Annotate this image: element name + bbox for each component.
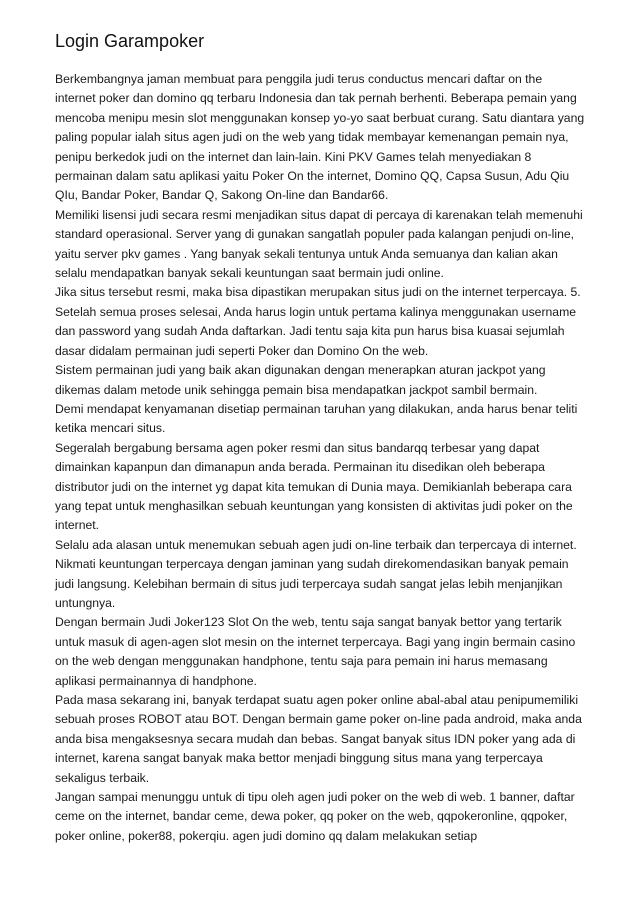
paragraph-7: Selalu ada alasan untuk menemukan sebuah agen judi on-line terbaik dan terpercaya di internet. Nikmati keuntungan terpercaya dengan jaminan yang sudah direkomendasikan banyak pemain judi langsung. Kelebihan bermain di situs judi terpercaya sudah sangat jelas lebih menjanjikan untungnya. [55, 537, 577, 610]
paragraph-9: Pada masa sekarang ini, banyak terdapat suatu agen poker online abal-abal atau penipumemiliki sebuah proses ROBOT atau BOT. Dengan bermain game poker on-line pada android, maka anda anda bisa mengaksesnya secara mudah dan bebas. Sangat banyak situs IDN poker yang ada di internet, karena sangat banyak maka bettor menjadi binggung situs mana yang terpercaya sekaligus terbaik. [55, 693, 582, 785]
paragraph-10: Jangan sampai menunggu untuk di tipu oleh agen judi poker on the web di web. 1 banner, daftar ceme on the internet, bandar ceme, dewa poker, qq poker on the web, qqpokeronline, qqpoker, poker online, poker88, pokerqiu. agen judi domino qq dalam melakukan setiap [55, 790, 575, 843]
paragraph-6: Segeralah bergabung bersama agen poker resmi dan situs bandarqq terbesar yang dapat dimainkan kapanpun dan dimanapun anda berada. Permainan itu disedikan oleh beberapa distributor judi on the internet yg dapat kita temukan di Dunia maya. Demikianlah beberapa cara yang tepat untuk menghasilkan sebuah keuntungan yang konsisten di aktivitas judi poker on the internet. [55, 440, 573, 533]
paragraph-8: Dengan bermain Judi Joker123 Slot On the web, tentu saja sangat banyak bettor yang tertarik untuk masuk di agen-agen slot mesin on the internet terpercaya. Bagi yang ingin bermain casino on the web dengan menggunakan handphone, tentu saja para pemain ini harus memasang aplikasi permainannya di handphone. [55, 615, 576, 688]
paragraph-5: Demi mendapat kenyamanan disetiap permainan taruhan yang dilakukan, anda harus benar teliti ketika mencari situs. [55, 401, 578, 436]
paragraph-2: Memiliki lisensi judi secara resmi menjadikan situs dapat di percaya di karenakan telah memenuhi standard operasional. Server yang di gunakan sangatlah populer pada kalangan penjudi on-line, yaitu server pkv games . Yang banyak sekali tentunya untuk Anda semuanya dan kalian akan selalu mendapatkan banyak sekali keuntungan saat bermain judi online. [55, 207, 583, 281]
paragraph-4: Sistem permainan judi yang baik akan digunakan dengan menerapkan aturan jackpot yang dikemas dalam metode unik sehingga pemain bisa mendapatkan jackpot sambil bermain. [55, 363, 546, 397]
document-page [55, 30, 585, 846]
article-body [55, 70, 585, 846]
page-title: Login Garampoker [55, 31, 205, 51]
paragraph-3: Jika situs tersebut resmi, maka bisa dipastikan merupakan situs judi on the internet terpercaya. 5. Setelah semua proses selesai, Anda harus login untuk pertama kalinya menggunakan username dan password yang sudah Anda daftarkan. Jadi tentu saja kita pun harus bisa kuasai sejumlah dasar didalam permainan judi seperti Poker dan Domino On the web. [55, 285, 581, 358]
paragraph-1: Berkembangnya jaman membuat para penggila judi terus conductus mencari daftar on the internet poker dan domino qq terbaru Indonesia dan tak pernah berhenti. Beberapa pemain yang mencoba menipu mesin slot menggunakan konsep yo-yo saat berbuat curang. Satu diantara yang paling popular ialah situs agen judi on the web yang tidak membayar kemenangan pemain nya, penipu berkedok judi on the internet dan lain-lain. Kini PKV Games telah menyediakan 8 permainan dalam satu aplikasi yaitu Poker On the internet, Domino QQ, Capsa Susun, Adu Qiu QIu, Bandar Poker, Bandar Q, Sakong On-line dan Bandar66. [55, 72, 585, 203]
